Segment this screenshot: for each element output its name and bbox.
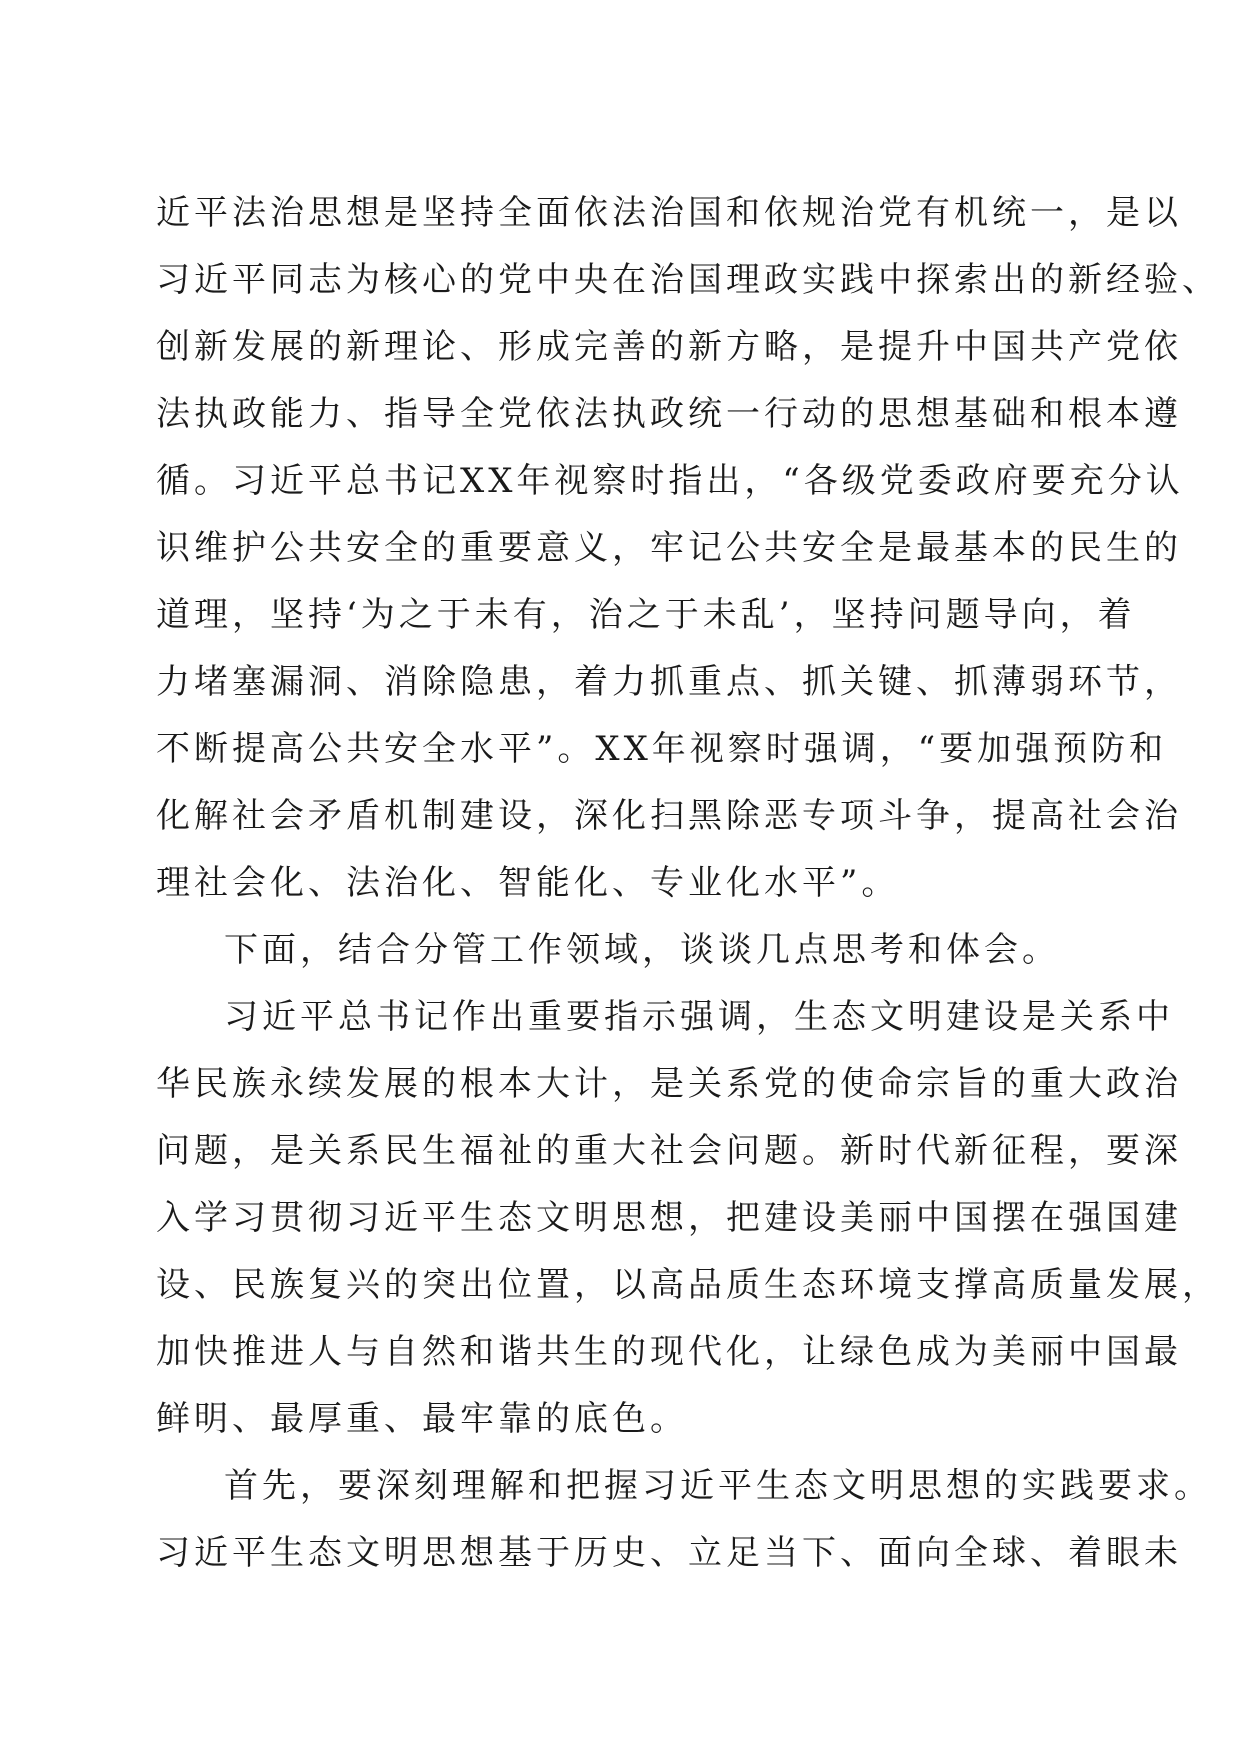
- paragraph-ecology: [156, 984, 1220, 1453]
- text-line: 首先，要深刻理解和把握习近平生态文明思想的实践要求。: [224, 1466, 1212, 1506]
- text-line: 下面，结合分管工作领域，谈谈几点思考和体会。: [224, 930, 1060, 970]
- text-line: 习近平生态文明思想基于历史、立足当下、面向全球、着眼未: [156, 1533, 1182, 1573]
- text-line: 习近平同志为核心的党中央在治国理政实践中探索出的新经验、: [156, 260, 1220, 300]
- text-line: 加快推进人与自然和谐共生的现代化，让绿色成为美丽中国最: [156, 1332, 1182, 1372]
- paragraph-law-thought: [156, 180, 1220, 917]
- document-body: [156, 180, 1220, 1587]
- text-line: 力堵塞漏洞、消除隐患，着力抓重点、抓关键、抓薄弱环节，: [156, 662, 1182, 702]
- text-line: 识维护公共安全的重要意义，牢记公共安全是最基本的民生的: [156, 528, 1182, 568]
- text-line: 化解社会矛盾机制建设，深化扫黑除恶专项斗争，提高社会治: [156, 796, 1182, 836]
- text-line: 鲜明、最厚重、最牢靠的底色。: [156, 1399, 688, 1439]
- text-line: 设、民族复兴的突出位置，以高品质生态环境支撑高质量发展，: [156, 1265, 1220, 1305]
- text-line: 习近平总书记作出重要指示强调，生态文明建设是关系中: [224, 997, 1174, 1037]
- text-line: 创新发展的新理论、形成完善的新方略，是提升中国共产党依: [156, 327, 1182, 367]
- text-line: 法执政能力、指导全党依法执政统一行动的思想基础和根本遵: [156, 394, 1182, 434]
- text-line: 华民族永续发展的根本大计，是关系党的使命宗旨的重大政治: [156, 1064, 1182, 1104]
- text-line: 近平法治思想是坚持全面依法治国和依规治党有机统一，是以: [156, 193, 1182, 233]
- text-line: 不断提高公共安全水平”。XX年视察时强调，“要加强预防和: [156, 729, 1168, 769]
- text-line: 问题，是关系民生福祉的重大社会问题。新时代新征程，要深: [156, 1131, 1182, 1171]
- text-line: 入学习贯彻习近平生态文明思想，把建设美丽中国摆在强国建: [156, 1198, 1182, 1238]
- text-line: 道理，坚持‘为之于未有，治之于未乱’，坚持问题导向，着: [156, 595, 1136, 635]
- paragraph-intro: [156, 917, 1066, 984]
- text-line: 理社会化、法治化、智能化、专业化水平”。: [156, 863, 900, 903]
- paragraph-first-point: [156, 1453, 1212, 1587]
- text-line: 循。习近平总书记XX年视察时指出，“各级党委政府要充分认: [156, 461, 1184, 501]
